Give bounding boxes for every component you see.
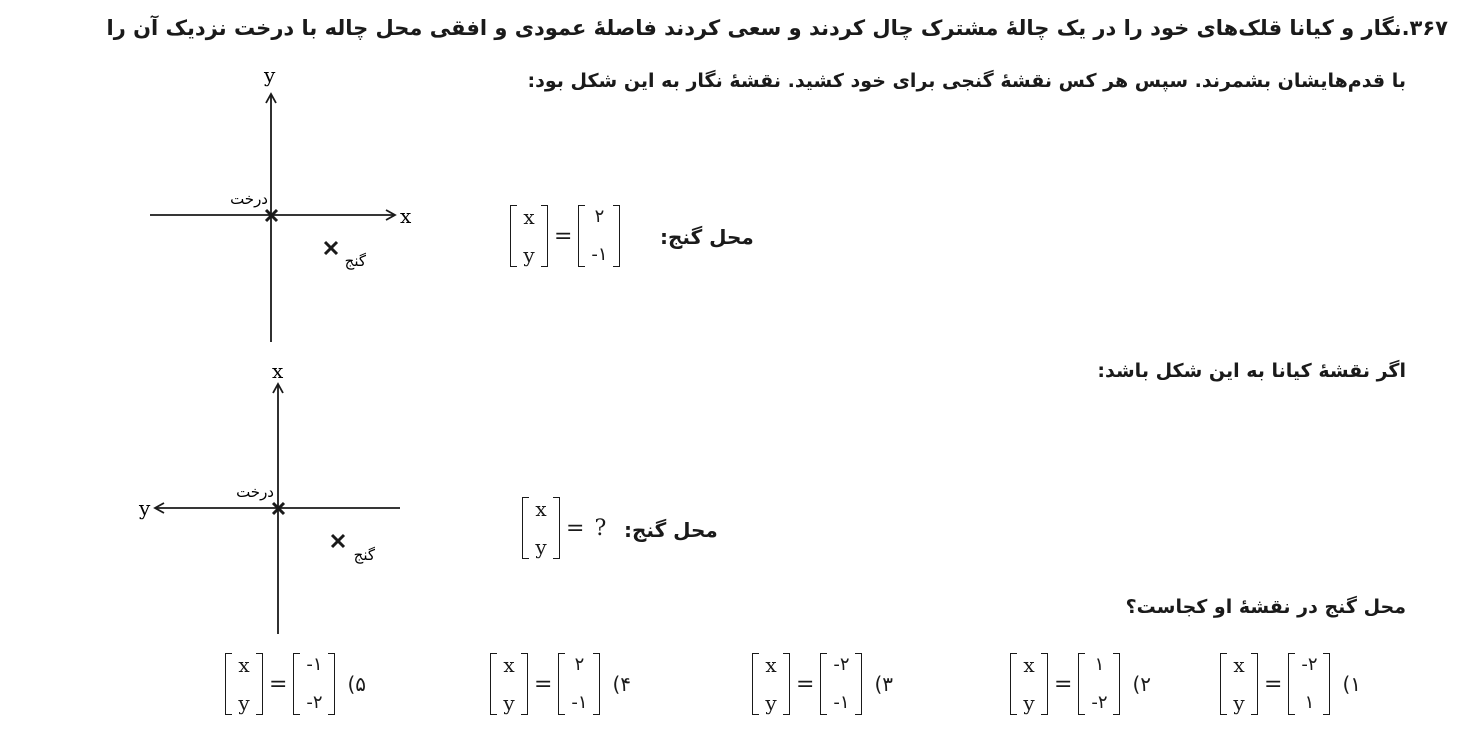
variable-vector [522, 497, 560, 559]
value-vector [578, 205, 620, 267]
option-value-y: -۲ [306, 692, 323, 713]
map2-tree-label: درخت [236, 483, 274, 501]
map2-treasure-marker [332, 535, 344, 547]
variable-vector [1220, 653, 1258, 715]
variable-x: x [503, 653, 515, 677]
option-value-vector [820, 653, 862, 715]
value-y: -۱ [591, 244, 608, 265]
equals-sign: = [1264, 671, 1283, 697]
negar-treasure-equation [510, 205, 620, 267]
kiana-map-diagram [135, 360, 415, 635]
equals-sign: = [554, 223, 573, 249]
variable-x: x [238, 653, 250, 677]
variable-y: y [1233, 691, 1245, 715]
option-value-vector [558, 653, 600, 715]
option-2[interactable] [1010, 653, 1151, 715]
option-number: (۵ [347, 672, 366, 696]
equals-sign: = [534, 671, 553, 697]
equals-sign: = [566, 515, 585, 541]
variable-x: x [765, 653, 777, 677]
option-4[interactable] [490, 653, 631, 715]
map2-horizontal-axis-label: y [139, 496, 151, 520]
value-x: ۲ [594, 206, 605, 227]
option-value-vector [1078, 653, 1120, 715]
variable-y: y [503, 691, 515, 715]
option-value-x: -۱ [306, 654, 323, 675]
negar-map-diagram [140, 60, 430, 345]
option-3[interactable] [752, 653, 893, 715]
variable-y: y [238, 691, 250, 715]
option-value-x: ۱ [1094, 654, 1105, 675]
equals-sign: = [796, 671, 815, 697]
option-number: (۲ [1132, 672, 1151, 696]
option-value-vector [1288, 653, 1330, 715]
option-number: (۱ [1342, 672, 1361, 696]
variable-x: x [1023, 653, 1035, 677]
map2-vertical-axis-label: x [272, 360, 284, 383]
variable-y: y [523, 243, 535, 267]
equals-sign: = [1054, 671, 1073, 697]
map1-tree-label: درخت [230, 190, 268, 208]
variable-vector [1010, 653, 1048, 715]
option-value-x: -۲ [1301, 654, 1318, 675]
treasure-location-label-2: محل گنج: [624, 518, 718, 542]
variable-y: y [1023, 691, 1035, 715]
variable-y: y [535, 535, 547, 559]
variable-x: x [535, 497, 547, 521]
variable-vector [752, 653, 790, 715]
option-value-y: -۱ [571, 692, 588, 713]
variable-x: x [523, 205, 535, 229]
option-1[interactable] [1220, 653, 1361, 715]
variable-vector [225, 653, 263, 715]
option-number: (۴ [612, 672, 631, 696]
map1-treasure-marker [325, 242, 337, 254]
treasure-location-label-1: محل گنج: [660, 225, 754, 249]
option-value-x: -۲ [833, 654, 850, 675]
option-value-x: ۲ [574, 654, 585, 675]
option-5[interactable] [225, 653, 366, 715]
variable-x: x [1233, 653, 1245, 677]
option-value-y: -۱ [833, 692, 850, 713]
option-value-y: -۲ [1091, 692, 1108, 713]
kiana-intro-text: اگر نقشهٔ کیانا به این شکل باشد: [1097, 360, 1406, 382]
option-number: (۳ [874, 672, 893, 696]
variable-y: y [765, 691, 777, 715]
kiana-treasure-equation [522, 497, 606, 559]
variable-vector [510, 205, 548, 267]
map1-treasure-label: گنج [344, 252, 366, 270]
option-value-vector [293, 653, 335, 715]
option-value-y: ۱ [1304, 692, 1315, 713]
map2-treasure-label: گنج [353, 546, 375, 564]
question-text-line-2: با قدم‌هایشان بشمرند. سپس هر کس نقشهٔ گنجی برای خود کشید. نقشهٔ نگار به این شکل بود: [527, 70, 1406, 92]
variable-vector [490, 653, 528, 715]
map1-vertical-axis-label: y [264, 63, 276, 87]
equals-sign: = [269, 671, 288, 697]
map1-horizontal-axis-label: x [400, 204, 412, 228]
question-text-line-1: ۳۶۷.نگار و کیانا قلک‌های خود را در یک چالهٔ مشترک چال کردند و سعی کردند فاصلهٔ عمودی و افقی محل چاله با درخت نزدیک آن را [106, 16, 1448, 40]
unknown-question-mark: ? [594, 515, 607, 541]
question-ask-text: محل گنج در نقشهٔ او کجاست؟ [1125, 596, 1406, 618]
